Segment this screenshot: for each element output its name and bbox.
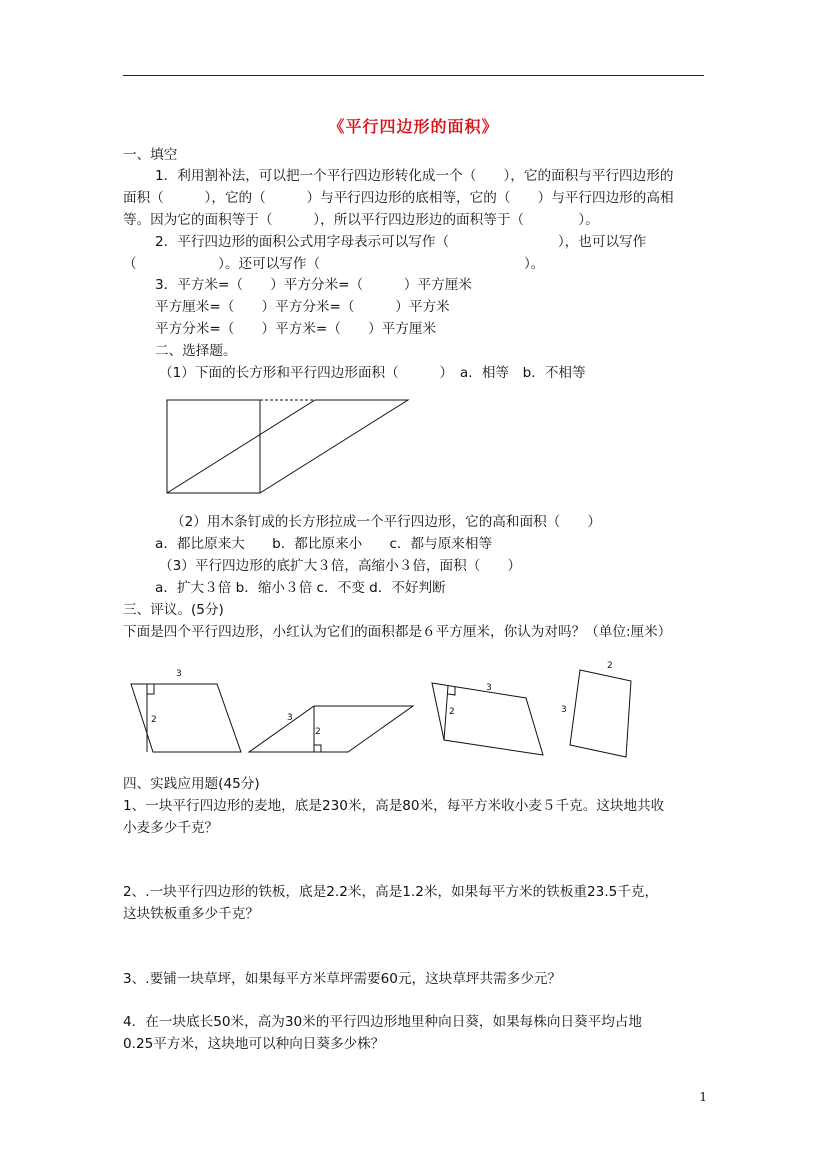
fig-a-height-label: 2	[151, 715, 157, 725]
parallelogram-shape	[167, 400, 408, 493]
q1-line-1: 1．利用割补法，可以把一个平行四边形转化成一个（ ），它的面积与平行四边形的	[155, 168, 674, 184]
page-number: 1	[699, 1090, 707, 1104]
header-rule	[123, 75, 704, 76]
choice-q3-options: a．扩大３倍 b．缩小３倍 c．不变 d．不好判断	[155, 580, 446, 596]
app-q2-line-2: 这块铁板重多少千克？	[123, 906, 259, 922]
app-q1-line-2: 小麦多少千克？	[123, 820, 219, 836]
evaluation-prompt: 下面是四个平行四边形，小红认为它们的面积都是６平方厘米，你认为对吗？（单位:厘米）	[123, 624, 672, 640]
section-2-heading: 二、选择题。	[155, 343, 237, 359]
page-title: 《平行四边形的面积》	[328, 117, 499, 136]
parallelogram-c	[432, 683, 543, 755]
fig-c-top-label: 3	[486, 683, 492, 693]
choice-q3: （3）平行四边形的底扩大３倍，高缩小３倍，面积（ ）	[159, 558, 522, 574]
q3-line-2: 平方厘米=（ ）平方分米=（ ）平方米	[155, 299, 450, 315]
section-4-heading: 四、实践应用题(45分)	[123, 776, 260, 792]
parallelogram-b	[249, 706, 413, 752]
q3-line-1: 3．平方米=（ ）平方分米=（ ）平方厘米	[155, 277, 472, 293]
choice-q2-options: a．都比原来大 b．都比原来小 c．都与原来相等	[155, 536, 493, 552]
parallelogram-a	[131, 669, 241, 752]
q2-line-2: （ ）。还可以写作（ ）。	[123, 256, 545, 272]
app-q3: 3、.要铺一块草坪，如果每平方米草坪需要60元，这块草坪共需多少元？	[123, 971, 562, 987]
parallelogram-d	[561, 661, 631, 757]
fig-d-top-label: 2	[607, 661, 613, 671]
section-1-heading: 一、填空	[123, 147, 178, 163]
q1-line-3: 等。因为它的面积等于（ ），所以平行四边形边的面积等于（ ）。	[123, 212, 599, 228]
four-parallelograms-figure	[126, 656, 656, 764]
choice-q2: （2）用木条钉成的长方形拉成一个平行四边形，它的高和面积（ ）	[171, 514, 602, 530]
fig-a-top-label: 3	[176, 669, 182, 679]
fig-b-side-label: 3	[287, 713, 293, 723]
fig-d-side-label: 3	[561, 705, 567, 715]
rectangle-shape	[167, 400, 260, 493]
q2-line-1: 2．平行四边形的面积公式用字母表示可以写作（ ），也可以写作	[155, 234, 647, 250]
rectangle-parallelogram-figure	[160, 394, 416, 496]
app-q4-line-2: 0.25平方米，这块地可以种向日葵多少株？	[123, 1036, 385, 1052]
q3-line-3: 平方分米=（ ）平方米=（ ）平方厘米	[155, 321, 437, 337]
app-q1-line-1: 1、一块平行四边形的麦地，底是230米，高是80米，每平方米收小麦５千克。这块地共收	[123, 798, 665, 814]
fig-b-height-label: 2	[315, 727, 321, 737]
app-q4-line-1: 4．在一块底长50米，高为30米的平行四边形地里种向日葵，如果每株向日葵平均占地	[123, 1014, 643, 1030]
section-3-heading: 三、评议。(5分)	[123, 602, 224, 618]
q1-line-2: 面积（ ），它的（ ）与平行四边形的底相等，它的（ ）与平行四边形的高相	[123, 190, 674, 206]
choice-q1: （1）下面的长方形和平行四边形面积（ ） a．相等 b．不相等	[159, 365, 586, 381]
fig-c-height-label: 2	[449, 707, 455, 717]
app-q2-line-1: 2、.一块平行四边形的铁板，底是2.2米，高是1.2米，如果每平方米的铁板重23.5千克，	[123, 884, 659, 900]
